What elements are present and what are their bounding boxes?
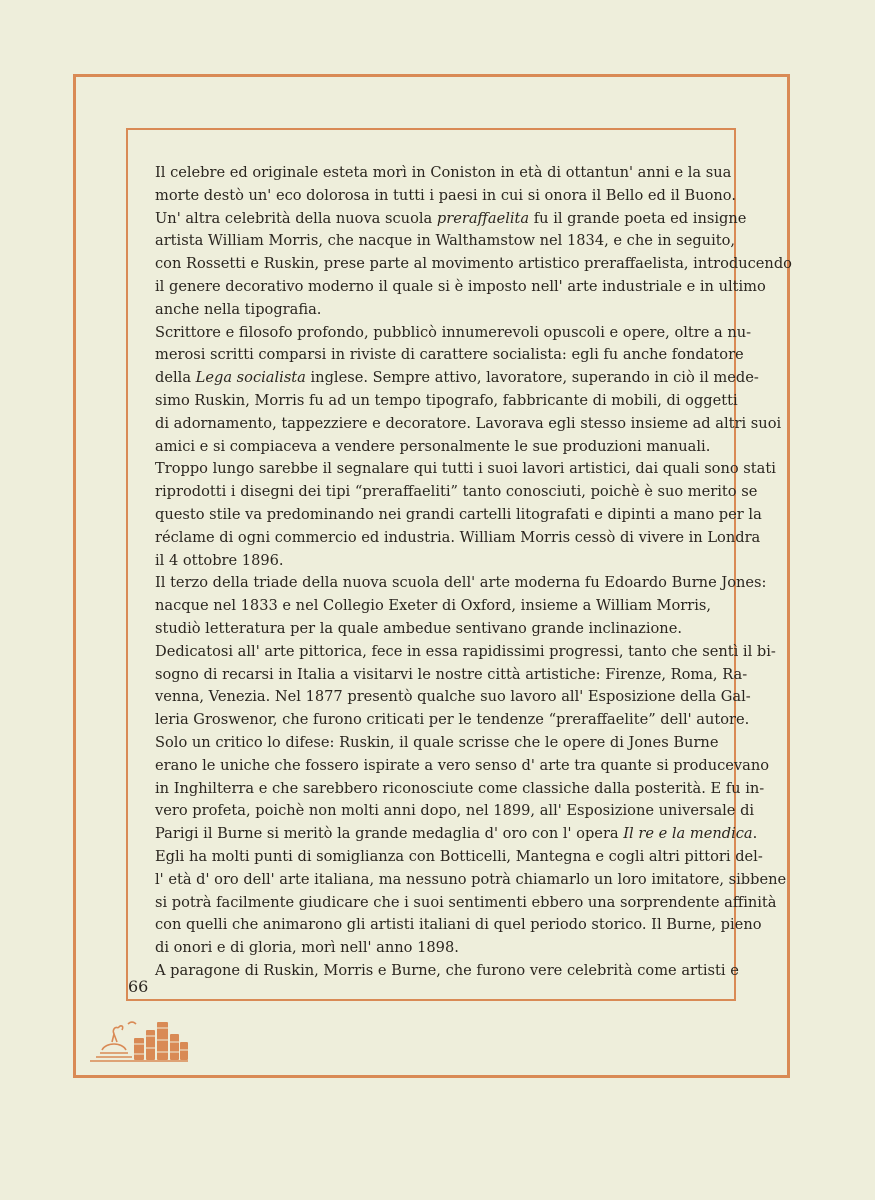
text-line: réclame di ogni commercio ed industria. William Morris cessò di vivere in Londra — [155, 528, 761, 546]
text-line: di adornamento, tappezziere e decoratore. Lavorava egli stesso insieme ad altri suoi — [155, 414, 782, 432]
text-line: in Inghilterra e che sarebbero riconosciute come classiche dalla posterità. E fu in- — [155, 779, 765, 797]
text-line: Il celebre ed originale esteta morì in Coniston in età di ottantun' anni e la sua — [155, 164, 732, 181]
text-line: con quelli che animarono gli artisti italiani di quel periodo storico. Il Burne, pieno — [155, 916, 762, 934]
text-line: vero profeta, poichè non molti anni dopo, nel 1899, all' Esposizione universale di — [155, 802, 755, 820]
italic-term: Lega socialista — [195, 369, 306, 387]
text-line: artista William Morris, che nacque in Walthamstow nel 1834, e che in seguito, — [155, 232, 736, 250]
books-lamp-emblem-icon — [88, 1012, 192, 1064]
text-line: il genere decorativo moderno il quale si è imposto nell' arte industriale e in ultimo — [155, 277, 766, 295]
italic-term: preraffaelita — [436, 209, 530, 227]
text-line: riprodotti i disegni dei tipi “preraffaeliti” tanto conosciuti, poichè è suo merito se — [155, 483, 758, 501]
italic-title: Il re e la mendica — [623, 825, 753, 843]
text-line: Il terzo della triade della nuova scuola dell' arte moderna fu Edoardo Burne Jones: — [155, 574, 767, 592]
page-number: 66 — [128, 977, 149, 996]
text-line: sogno di recarsi in Italia a visitarvi le nostre città artistiche: Firenze, Roma, Ra- — [155, 665, 748, 683]
text-line: di onori e di gloria, morì nell' anno 1898. — [155, 939, 459, 957]
text-line: nacque nel 1833 e nel Collegio Exeter di Oxford, insieme a William Morris, — [155, 597, 712, 615]
text-line: il 4 ottobre 1896. — [155, 551, 284, 569]
text-line: questo stile va predominando nei grandi cartelli litografati e dipinti a mano per la — [155, 505, 762, 523]
body-text — [155, 162, 792, 983]
text-line: leria Groswenor, che furono criticati per le tendenze “preraffaelite” dell' autore. — [155, 711, 750, 729]
text-line: Parigi il Burne si meritò la grande medaglia d' oro con l' opera Il re e la mendica. — [155, 825, 758, 843]
text-line: venna, Venezia. Nel 1877 presentò qualche suo lavoro all' Esposizione della Gal- — [155, 688, 751, 706]
text-line: della Lega socialista inglese. Sempre attivo, lavoratore, superando in ciò il mede- — [155, 369, 759, 387]
text-line: morte destò un' eco dolorosa in tutti i paesi in cui si onora il Bello ed il Buono. — [155, 186, 736, 204]
text-line: si potrà facilmente giudicare che i suoi sentimenti ebbero una sorprendente affinità — [155, 893, 777, 911]
text-line: amici e si compiaceva a vendere personalmente le sue produzioni manuali. — [155, 437, 711, 455]
text-line: A paragone di Ruskin, Morris e Burne, che furono vere celebrità come artisti e — [155, 961, 739, 979]
text-line: Egli ha molti punti di somiglianza con Botticelli, Mantegna e cogli altri pittori del- — [155, 847, 763, 865]
text-line: studiò letteratura per la quale ambedue sentivano grande inclinazione. — [155, 619, 682, 637]
text-line: Solo un critico lo difese: Ruskin, il quale scrisse che le opere di Jones Burne — [155, 733, 719, 751]
text-line: con Rossetti e Ruskin, prese parte al movimento artistico preraffaelista, introducendo — [155, 255, 792, 273]
text-line: Troppo lungo sarebbe il segnalare qui tutti i suoi lavori artistici, dai quali sono stati — [155, 460, 776, 478]
text-line: erano le uniche che fossero ispirate a vero senso d' arte tra quante si producevano — [155, 756, 770, 774]
text-line: l' età d' oro dell' arte italiana, ma nessuno potrà chiamarlo un loro imitatore, sibbene — [155, 870, 787, 888]
text-line: simo Ruskin, Morris fu ad un tempo tipografo, fabbricante di mobili, di oggetti — [155, 391, 738, 409]
text-line: Un' altra celebrità della nuova scuola preraffaelita fu il grande poeta ed insigne — [155, 209, 747, 227]
text-line: Dedicatosi all' arte pittorica, fece in essa rapidissimi progressi, tanto che sentì il bi- — [155, 642, 776, 660]
text-line: Scrittore e filosofo profondo, pubblicò innumerevoli opuscoli e opere, oltre a nu- — [155, 323, 752, 341]
text-line: anche nella tipografia. — [155, 300, 322, 318]
text-line: merosi scritti comparsi in riviste di carattere socialista: egli fu anche fondatore — [155, 346, 744, 364]
